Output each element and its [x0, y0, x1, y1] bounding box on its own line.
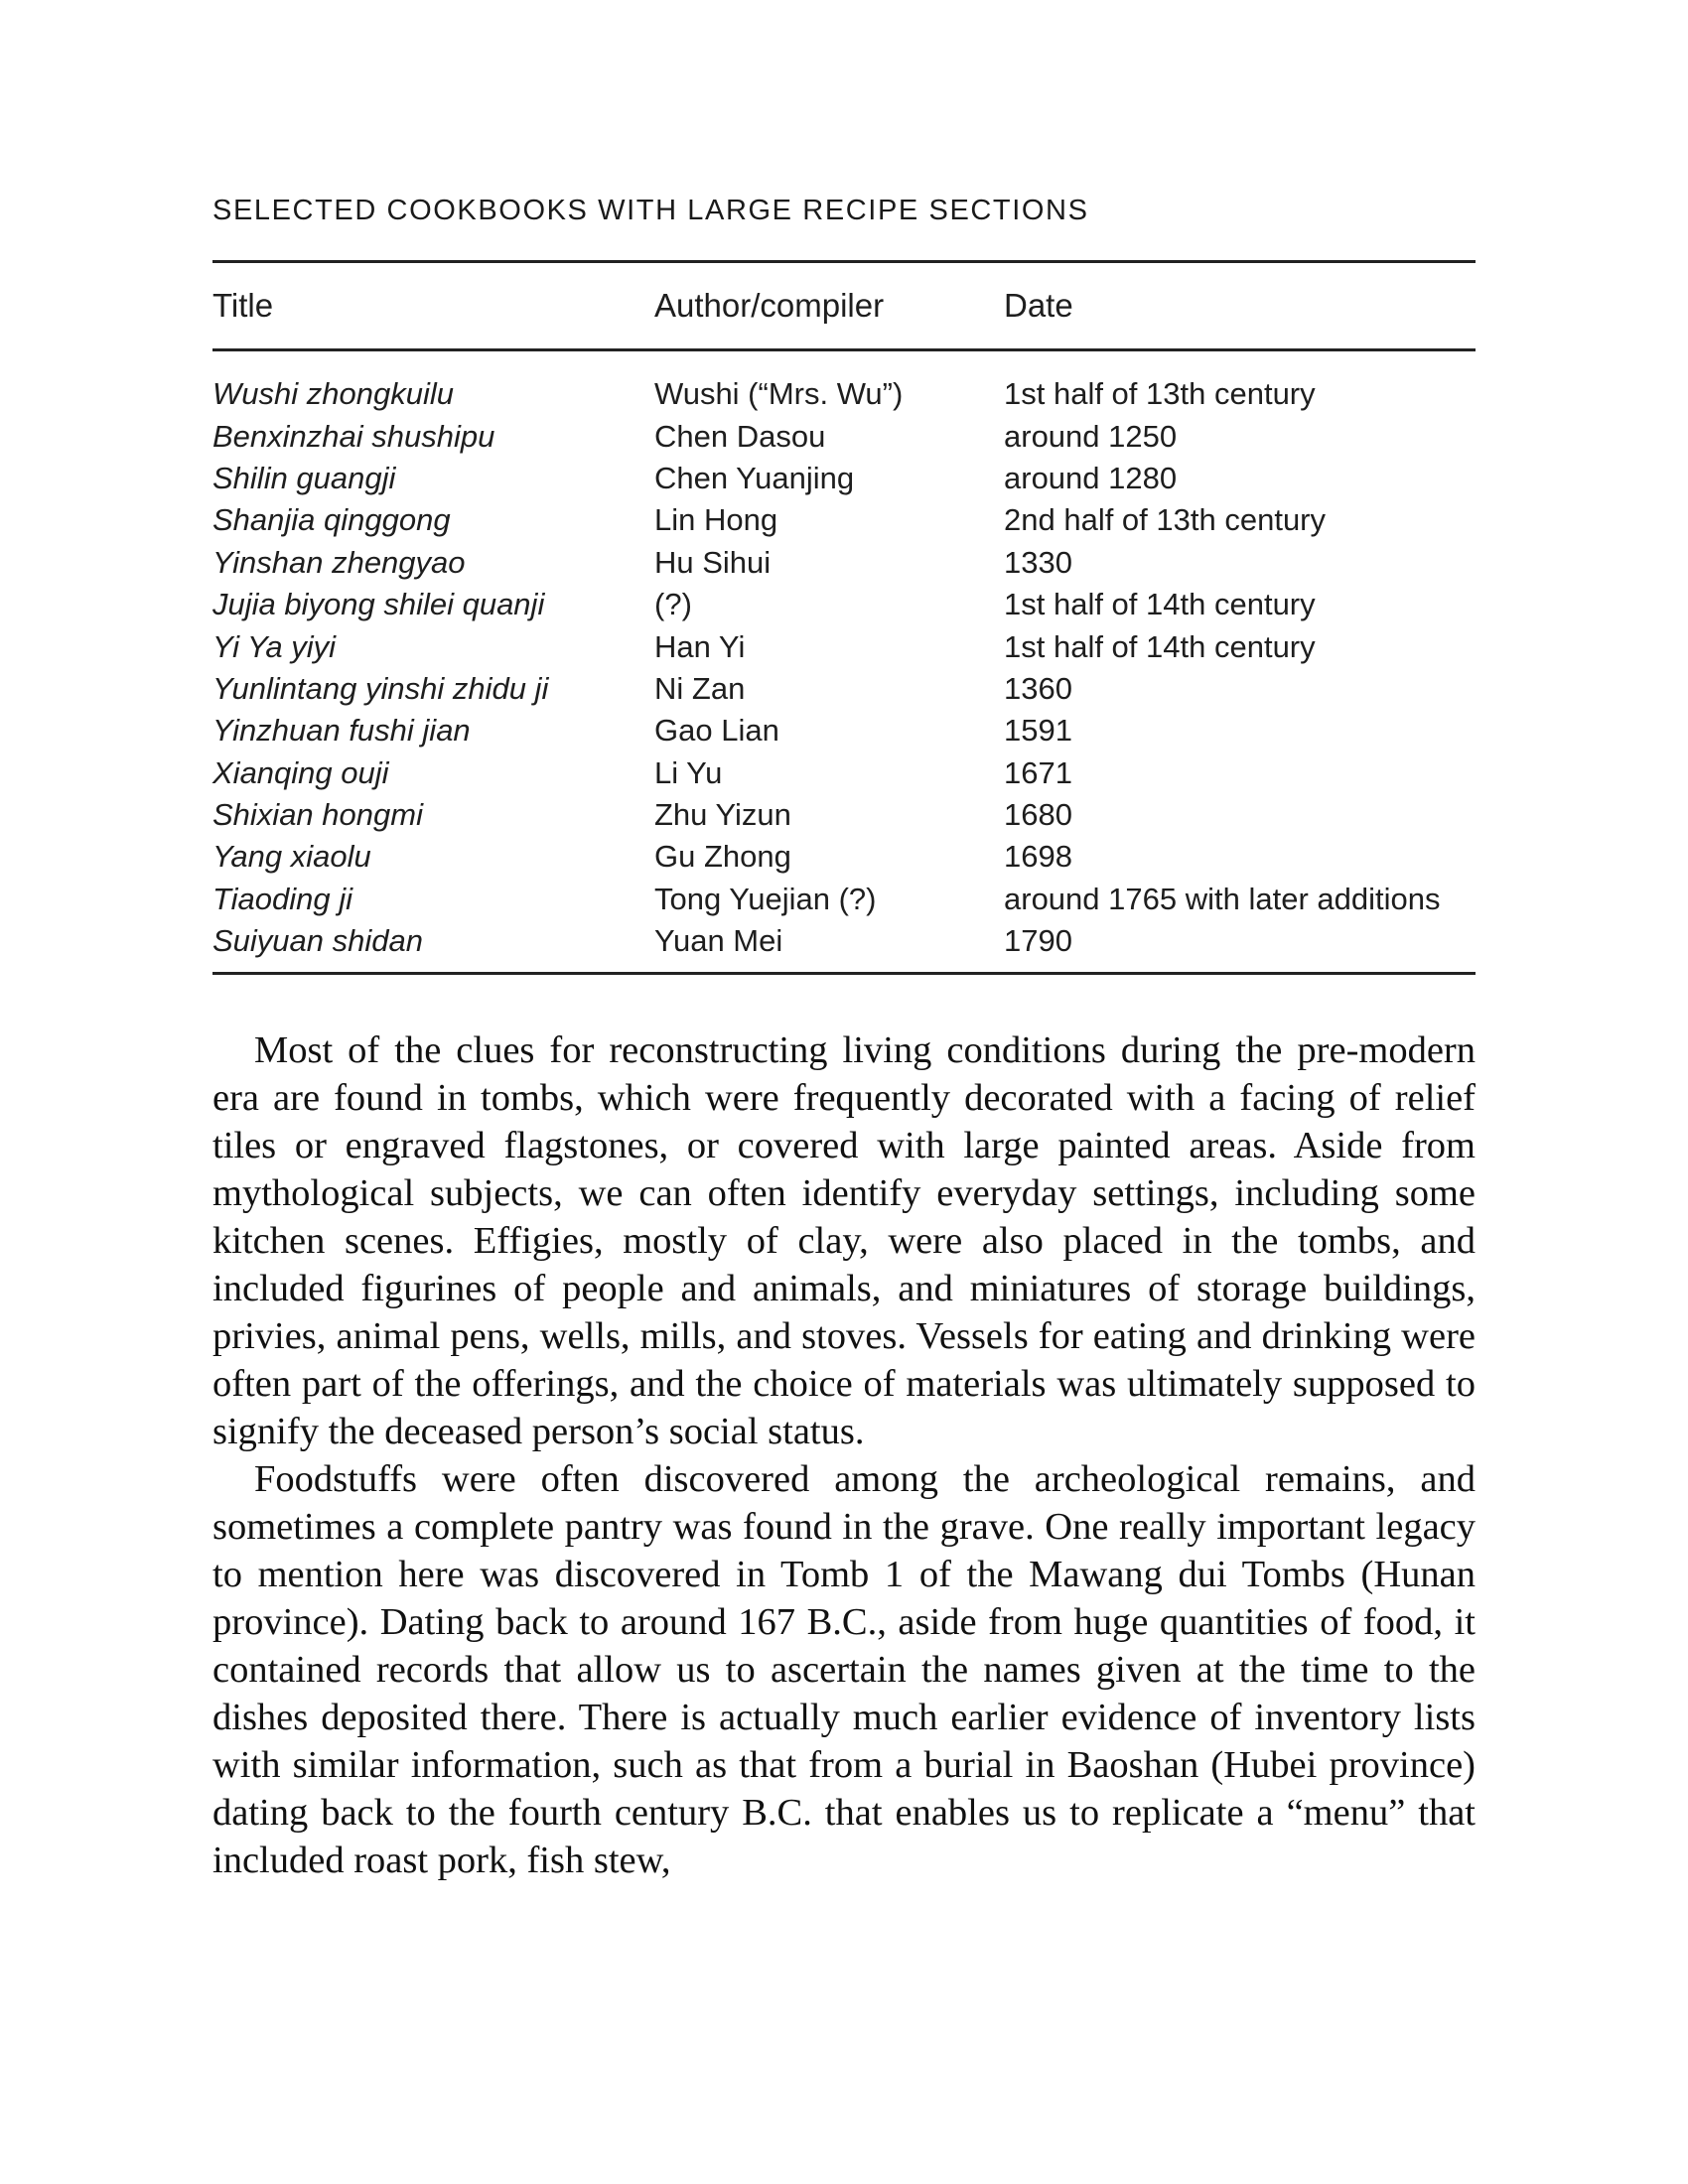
cell-author: Gu Zhong — [654, 839, 791, 875]
cell-author: Lin Hong — [654, 502, 778, 538]
cell-author: Chen Dasou — [654, 418, 826, 454]
table-row — [212, 879, 1476, 920]
cell-date: 1698 — [1004, 839, 1072, 875]
cell-date: 1st half of 14th century — [1004, 587, 1316, 622]
cell-title: Suiyuan shidan — [212, 923, 423, 959]
table-row — [212, 458, 1476, 499]
cell-date: 1st half of 13th century — [1004, 376, 1316, 412]
cell-author: Tong Yuejian (?) — [654, 881, 877, 916]
cell-author: (?) — [654, 587, 692, 622]
cell-date: around 1280 — [1004, 460, 1178, 495]
cell-title: Yunlintang yinshi zhidu ji — [212, 670, 549, 706]
header-author: Author/compiler — [654, 262, 1004, 350]
cell-author: Hu Sihui — [654, 544, 772, 580]
table-header — [212, 262, 1476, 350]
table-row — [212, 752, 1476, 794]
table-row — [212, 625, 1476, 667]
table-row — [212, 668, 1476, 710]
cell-author: Han Yi — [654, 628, 746, 664]
cell-date: 1790 — [1004, 923, 1072, 959]
cell-title: Wushi zhongkuilu — [212, 376, 454, 412]
cell-title: Yinshan zhengyao — [212, 544, 466, 580]
body-text — [212, 1026, 1476, 1884]
cell-title: Shilin guangji — [212, 460, 396, 495]
cell-date: 1360 — [1004, 670, 1072, 706]
cell-author: Zhu Yizun — [654, 797, 791, 833]
table-row — [212, 584, 1476, 625]
cell-title: Yi Ya yiyi — [212, 628, 337, 664]
cell-title: Jujia biyong shilei quanji — [212, 587, 545, 622]
cell-title: Tiaoding ji — [212, 881, 353, 916]
table-row — [212, 542, 1476, 584]
cell-date: 1680 — [1004, 797, 1072, 833]
header-title: Title — [212, 262, 654, 350]
table-row — [212, 415, 1476, 457]
paragraph: Most of the clues for reconstructing living conditions during the pre-modern era are found in tombs, which were frequently decorated with a facing of relief tiles or engraved flagstones, or covered with large painted areas. Aside from mythological subjects, we can often identify everyday settings, including some kitchen scenes. Effigies, mostly of clay, were also placed in the tombs, and included figurines of people and animals, and miniatures of storage buildings, privies, animal pens, wells, mills, and stoves. Vessels for eating and drinking were often part of the offerings, and the choice of materials was ultimately supposed to signify the deceased person’s social status. — [212, 1029, 1476, 1453]
header-row — [212, 262, 1476, 350]
cell-title: Xianqing ouji — [212, 754, 389, 790]
cell-date: 1671 — [1004, 754, 1072, 790]
cell-title: Shixian hongmi — [212, 797, 423, 833]
cell-title: Yang xiaolu — [212, 839, 371, 875]
table-row — [212, 710, 1476, 751]
header-date: Date — [1004, 262, 1476, 350]
cell-title: Shanjia qinggong — [212, 502, 451, 538]
cell-date: 2nd half of 13th century — [1004, 502, 1327, 538]
table-row — [212, 920, 1476, 974]
cell-date: 1330 — [1004, 544, 1072, 580]
cell-author: Yuan Mei — [654, 923, 783, 959]
cell-date: 1st half of 14th century — [1004, 628, 1316, 664]
table-row — [212, 350, 1476, 416]
cookbooks-table — [212, 260, 1476, 975]
table-row — [212, 499, 1476, 541]
cell-title: Benxinzhai shushipu — [212, 418, 495, 454]
cell-author: Ni Zan — [654, 670, 746, 706]
paragraph: Foodstuffs were often discovered among the archeological remains, and sometimes a complete pantry was found in the grave. One really important legacy to mention here was discovered in Tomb 1 of the Mawang dui Tombs (Hunan province). Dating back to around 167 B.C., aside from huge quantities of food, it contained records that allow us to ascertain the names given at the time to the dishes deposited there. There is actually much earlier evidence of inventory lists with similar information, such as that from a burial in Baoshan (Hubei province) dating back to the fourth century B.C. that enables us to replicate a “menu” that included roast pork, fish stew, — [212, 1458, 1476, 1882]
cell-date: around 1765 with later additions — [1004, 881, 1441, 916]
book-page — [212, 189, 1476, 1884]
table-row — [212, 836, 1476, 878]
cell-date: around 1250 — [1004, 418, 1178, 454]
table-caption: SELECTED COOKBOOKS WITH LARGE RECIPE SECTIONS — [212, 195, 1089, 226]
cell-title: Yinzhuan fushi jian — [212, 713, 471, 749]
table-body — [212, 350, 1476, 974]
cell-author: Li Yu — [654, 754, 723, 790]
table-row — [212, 794, 1476, 836]
cell-date: 1591 — [1004, 713, 1072, 749]
cell-author: Wushi (“Mrs. Wu”) — [654, 376, 904, 412]
cell-author: Chen Yuanjing — [654, 460, 855, 495]
cell-author: Gao Lian — [654, 713, 779, 749]
